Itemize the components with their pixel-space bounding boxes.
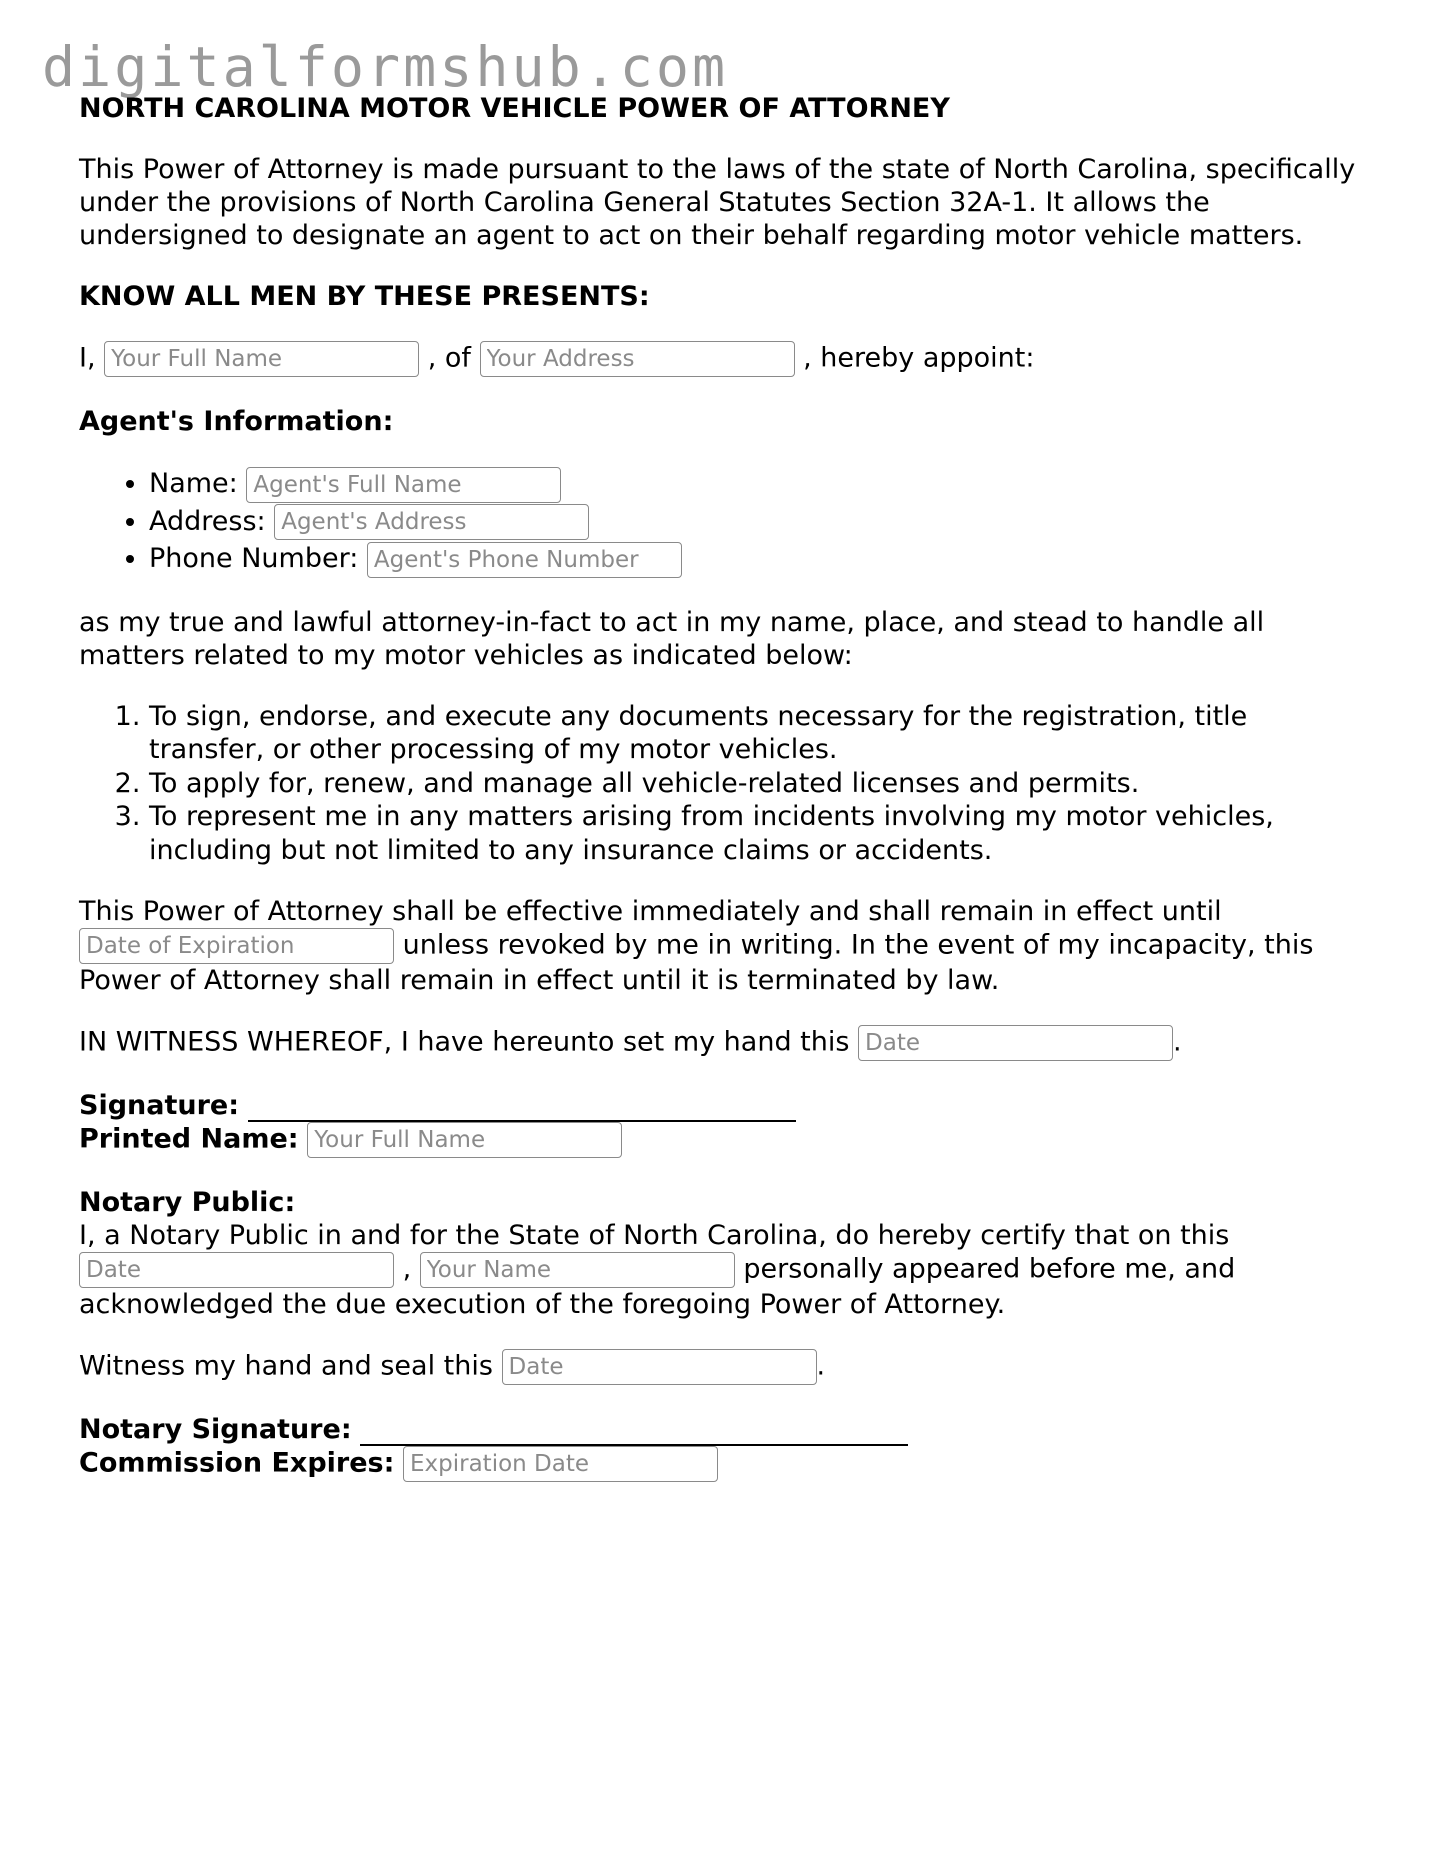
notary-signature-line[interactable] bbox=[360, 1416, 908, 1446]
signature-line[interactable] bbox=[248, 1092, 796, 1122]
document-title: NORTH CAROLINA MOTOR VEHICLE POWER OF ATTORNEY bbox=[79, 93, 950, 124]
agent-phone-label: Phone Number: bbox=[149, 543, 359, 574]
notary-heading: Notary Public: bbox=[79, 1187, 296, 1218]
printed-name-label: Printed Name: bbox=[79, 1123, 299, 1155]
appoint-of-text: , of bbox=[427, 342, 471, 374]
powers-list bbox=[79, 700, 1369, 868]
power-item: 1. To sign, endorse, and execute any documents necessary for the registration, title transfer, or other processing of my motor vehicles. bbox=[149, 700, 1369, 767]
appoint-line bbox=[79, 341, 1369, 377]
witness-end: . bbox=[1173, 1026, 1182, 1058]
effective-paragraph bbox=[79, 895, 1369, 997]
seal-end: . bbox=[816, 1350, 826, 1382]
commission-expires-row bbox=[79, 1446, 1369, 1482]
notary-certify-paragraph bbox=[79, 1219, 1369, 1321]
watermark: digitalformshub.com bbox=[42, 35, 729, 99]
notary-date-input[interactable] bbox=[79, 1252, 394, 1288]
notary-comma: , bbox=[402, 1253, 412, 1285]
power-item: 2. To apply for, renew, and manage all vehicle-related licenses and permits. bbox=[149, 767, 1369, 801]
power-item: 3. To represent me in any matters arising from incidents involving my motor vehicles, including but not limited to any insurance claims or accidents. bbox=[149, 800, 1369, 867]
signature-label: Signature: bbox=[79, 1090, 240, 1121]
printed-name-input[interactable] bbox=[307, 1122, 622, 1158]
appoint-prefix: I, bbox=[79, 342, 96, 374]
notary-signature-block bbox=[79, 1413, 1369, 1482]
agent-address-input[interactable] bbox=[274, 504, 589, 540]
agent-name-label: Name: bbox=[149, 468, 238, 499]
effective-before-text: This Power of Attorney shall be effective immediately and shall remain in effect until bbox=[79, 896, 1222, 927]
expiration-date-input[interactable] bbox=[79, 928, 394, 964]
notary-block bbox=[79, 1186, 1369, 1321]
agent-name-item bbox=[149, 466, 1369, 503]
notary-signature-row bbox=[79, 1413, 1369, 1446]
effective-after-text: unless revoked by me in writing. In the event of my incapacity, this Power of Attorney shall remain in effect until it is terminated by law. bbox=[79, 929, 1314, 996]
know-all-heading: KNOW ALL MEN BY THESE PRESENTS: bbox=[79, 281, 650, 312]
notary-certify-text: I, a Notary Public in and for the State of North Carolina, do hereby certify that on this bbox=[79, 1220, 1230, 1251]
document bbox=[79, 92, 1369, 1482]
printed-name-row bbox=[79, 1122, 1369, 1158]
agent-info-list bbox=[79, 466, 1369, 578]
commission-expires-label: Commission Expires: bbox=[79, 1447, 395, 1479]
principal-name-input[interactable] bbox=[104, 341, 419, 377]
notary-name-input[interactable] bbox=[420, 1252, 735, 1288]
notary-signature-label: Notary Signature: bbox=[79, 1414, 352, 1445]
signature-block bbox=[79, 1089, 1369, 1158]
agent-address-item bbox=[149, 504, 1369, 541]
agent-address-label: Address: bbox=[149, 505, 266, 537]
seal-text: Witness my hand and seal this bbox=[79, 1350, 493, 1382]
agent-heading: Agent's Information: bbox=[79, 406, 394, 437]
attorney-paragraph: as my true and lawful attorney-in-fact to act in my name, place, and stead to handle all matters related to my motor vehicles as indicated below: bbox=[79, 606, 1265, 671]
principal-address-input[interactable] bbox=[480, 341, 795, 377]
seal-date-input[interactable] bbox=[502, 1349, 817, 1385]
intro-paragraph: This Power of Attorney is made pursuant to the laws of the state of North Carolina, specifically under the provisions of North Carolina General Statutes Section 32A-1. It allows the undersigned to designate an agent to act on their behalf regarding motor vehicle matters. bbox=[79, 154, 1356, 251]
agent-name-input[interactable] bbox=[246, 467, 561, 503]
signature-line-row bbox=[79, 1089, 1369, 1122]
witness-date-input[interactable] bbox=[858, 1025, 1173, 1061]
notary-appeared-text: personally appeared before me, and acknowledged the due execution of the foregoing Power of Attorney. bbox=[79, 1253, 1236, 1320]
seal-paragraph bbox=[79, 1349, 1369, 1385]
witness-text: IN WITNESS WHEREOF, I have hereunto set my hand this bbox=[79, 1026, 850, 1058]
witness-paragraph bbox=[79, 1025, 1369, 1061]
commission-expiration-input[interactable] bbox=[403, 1446, 718, 1482]
appoint-suffix: , hereby appoint: bbox=[803, 342, 1035, 374]
agent-phone-input[interactable] bbox=[367, 542, 682, 578]
agent-phone-item bbox=[149, 541, 1369, 578]
